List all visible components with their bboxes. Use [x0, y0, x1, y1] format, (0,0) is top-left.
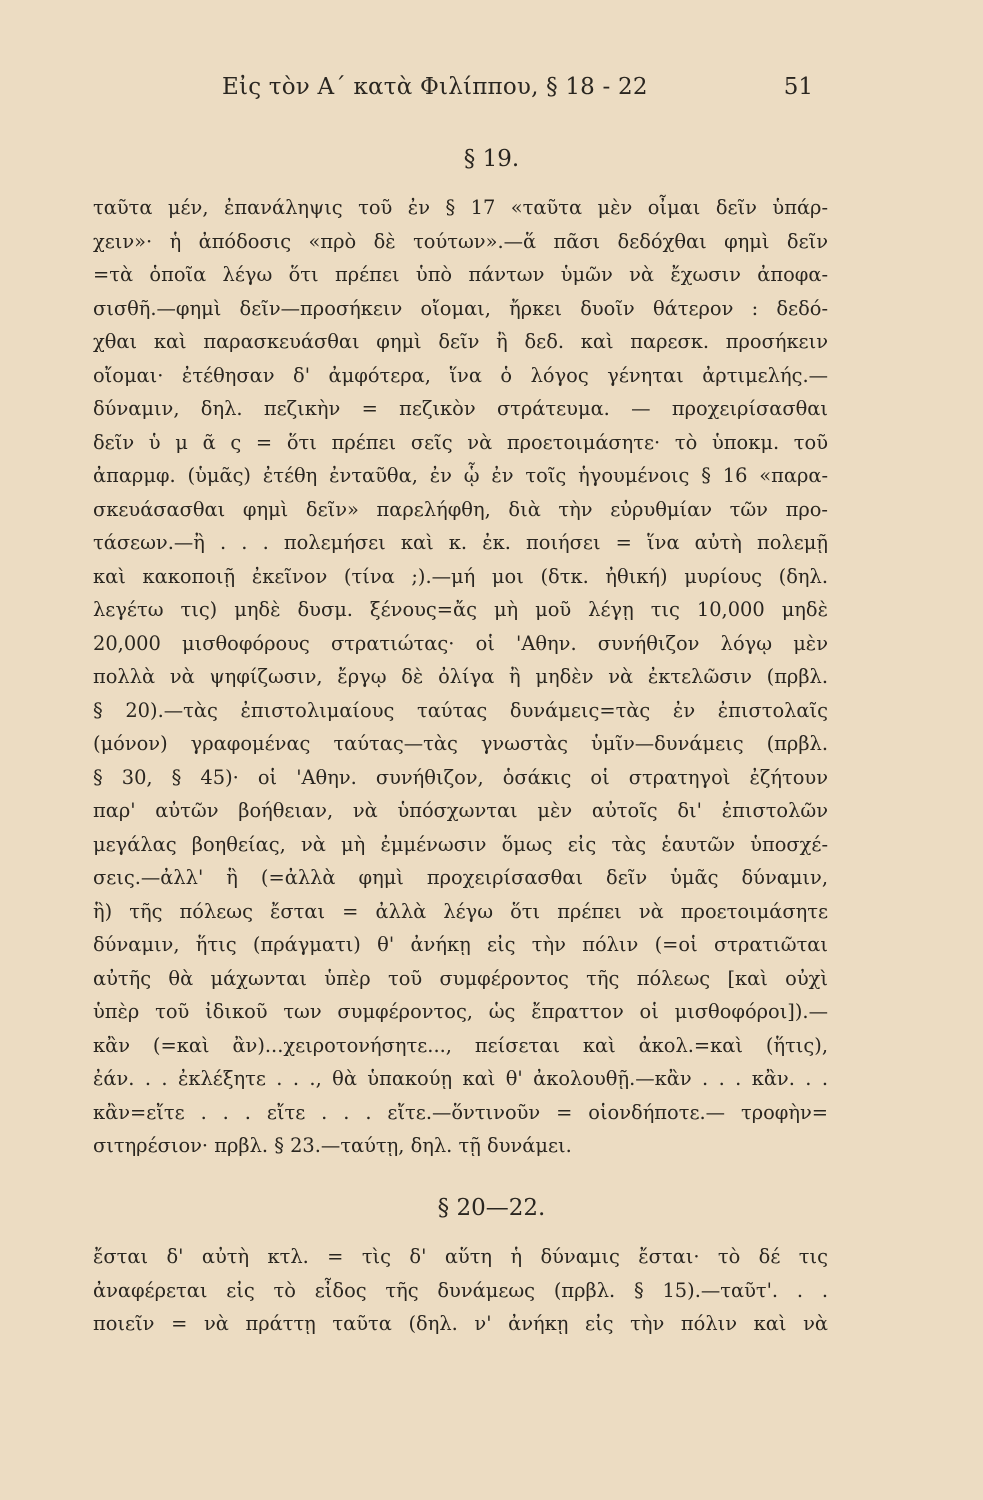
- text-line: ἐάν. . . ἐκλέξητε . . ., θὰ ὑπακούῃ καὶ θ' ἀκολουθῇ.—κἂν . . . κἂν. . .: [93, 1067, 828, 1090]
- text-line: σιτηρέσιον· πρβλ. § 23.—ταύτῃ, δηλ. τῇ δυνάμει.: [93, 1134, 572, 1157]
- text-line: πολλὰ νὰ ψηφίζωσιν, ἔργῳ δὲ ὀλίγα ἢ μηδὲν νὰ ἐκτελῶσιν (πρβλ.: [93, 665, 828, 688]
- text-line: 20,000 μισθοφόρους στρατιώτας· οἱ 'Αθην. συνήθιζον λόγῳ μὲν: [93, 631, 828, 655]
- text-line: δεῖν ὑ μ ᾶ ς = ὅτι πρέπει σεῖς νὰ προετοιμάσητε· τὸ ὑποκμ. τοῦ: [93, 430, 828, 454]
- running-head: [0, 74, 983, 106]
- text-line: αὐτῆς θὰ μάχωνται ὑπὲρ τοῦ συμφέροντος τῆς πόλεως [καὶ οὐχὶ: [93, 966, 828, 990]
- text-line: ἀναφέρεται εἰς τὸ εἶδος τῆς δυνάμεως (πρβλ. § 15).—ταῦτ'. . .: [93, 1278, 828, 1302]
- commentary-section-19: [93, 191, 828, 1163]
- text-line: χειν»· ἡ ἀπόδοσις «πρὸ δὲ τούτων».—ἅ πᾶσι δεδόχθαι φημὶ δεῖν: [93, 229, 828, 253]
- section-heading-19: § 19.: [463, 146, 520, 172]
- text-line: ἣ) τῆς πόλεως ἔσται = ἀλλὰ λέγω ὅτι πρέπει νὰ προετοιμάσητε: [93, 899, 828, 923]
- page-number: 51: [783, 74, 813, 100]
- text-line: ταῦτα μέν, ἐπανάληψις τοῦ ἐν § 17 «ταῦτα μὲν οἶμαι δεῖν ὑπάρ-: [93, 196, 828, 219]
- text-line: καὶ κακοποιῇ ἐκεῖνον (τίνα ;).—μή μοι (δτκ. ἠθική) μυρίους (δηλ.: [93, 564, 828, 588]
- text-line: § 20).—τὰς ἐπιστολιμαίους ταύτας δυνάμεις=τὰς ἐν ἐπιστολαῖς: [93, 698, 828, 722]
- text-line: τάσεων.—ἢ . . . πολεμήσει καὶ κ. ἐκ. ποιήσει = ἵνα αὐτὴ πολεμῇ: [93, 531, 828, 554]
- text-line: § 30, § 45)· οἱ 'Αθην. συνήθιζον, ὁσάκις οἱ στρατηγοὶ ἐζήτουν: [93, 765, 828, 789]
- text-line: ἔσται δ' αὐτὴ κτλ. = τὶς δ' αὕτη ἡ δύναμις ἔσται· τὸ δέ τις: [93, 1245, 828, 1268]
- text-line: σεις.—ἀλλ' ἣ (=ἀλλὰ φημὶ προχειρίσασθαι δεῖν ὑμᾶς δύναμιν,: [93, 866, 828, 889]
- text-line: ἀπαρμφ. (ὑμᾶς) ἐτέθη ἐνταῦθα, ἐν ᾧ ἐν τοῖς ἡγουμένοις § 16 «παρα-: [93, 464, 828, 487]
- section-heading-20-22: § 20—22.: [437, 1195, 546, 1221]
- text-line: δύναμιν, ἥτις (πράγματι) θ' ἀνήκῃ εἰς τὴν πόλιν (=οἱ στρατιῶται: [93, 933, 828, 956]
- text-line: =τὰ ὁποῖα λέγω ὅτι πρέπει ὑπὸ πάντων ὑμῶν νὰ ἔχωσιν ἀποφα-: [93, 263, 828, 286]
- text-line: (μόνον) γραφομένας ταύτας—τὰς γνωστὰς ὑμῖν—δυνάμεις (πρβλ.: [93, 732, 828, 755]
- commentary-section-20-22: [93, 1240, 828, 1341]
- text-line: κἂν=εἴτε . . . εἴτε . . . εἴτε.—ὅντινοῦν = οἱονδήποτε.— τροφὴν=: [93, 1100, 828, 1124]
- text-line: ὑπὲρ τοῦ ἰδικοῦ των συμφέροντος, ὡς ἔπραττον οἱ μισθοφόροι]).—: [93, 1000, 828, 1023]
- text-line: δύναμιν, δηλ. πεζικὴν = πεζικὸν στράτευμα. — προχειρίσασθαι: [93, 397, 828, 420]
- running-title: Εἰς τὸν Α΄ κατὰ Φιλίππου, § 18 - 22: [222, 74, 648, 100]
- text-line: λεγέτω τις) μηδὲ δυσμ. ξένους=ἄς μὴ μοῦ λέγῃ τις 10,000 μηδὲ: [93, 598, 828, 621]
- text-line: σισθῆ.—φημὶ δεῖν—προσήκειν οἴομαι, ἤρκει δυοῖν θάτερον : δεδό-: [93, 296, 828, 320]
- text-line: παρ' αὐτῶν βοήθειαν, νὰ ὑπόσχωνται μὲν αὐτοῖς δι' ἐπιστολῶν: [93, 799, 828, 822]
- text-line: μεγάλας βοηθείας, νὰ μὴ ἐμμένωσιν ὅμως εἰς τὰς ἑαυτῶν ὑποσχέ-: [93, 832, 828, 856]
- text-line: ποιεῖν = νὰ πράττῃ ταῦτα (δηλ. ν' ἀνήκῃ εἰς τὴν πόλιν καὶ νὰ: [93, 1312, 828, 1335]
- text-line: κἂν (=καὶ ἂν)...χειροτονήσητε..., πείσεται καὶ ἀκολ.=καὶ (ἥτις),: [93, 1033, 828, 1057]
- text-line: οἴομαι· ἐτέθησαν δ' ἀμφότερα, ἵνα ὁ λόγος γένηται ἀρτιμελής.—: [93, 363, 828, 387]
- text-line: χθαι καὶ παρασκευάσθαι φημὶ δεῖν ἢ δεδ. καὶ παρεσκ. προσήκειν: [93, 330, 828, 353]
- text-line: σκευάσασθαι φημὶ δεῖν» παρελήφθη, διὰ τὴν εὐρυθμίαν τῶν προ-: [93, 497, 828, 521]
